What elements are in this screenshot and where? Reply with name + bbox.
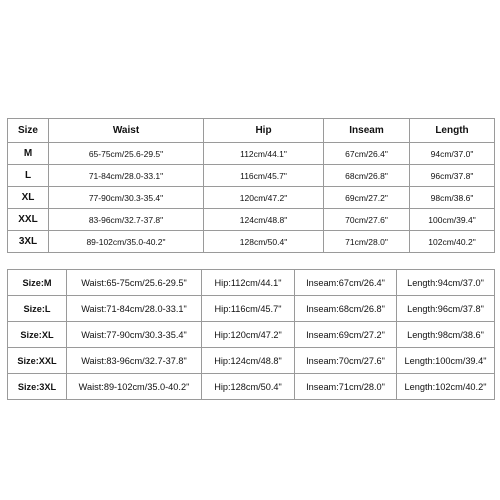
- table-row: [8, 374, 495, 400]
- length-cell: 96cm/37.8": [410, 165, 495, 187]
- hip-cell: Hip:116cm/45.7": [202, 296, 295, 322]
- table-row: [8, 348, 495, 374]
- waist-cell: 77-90cm/30.3-35.4": [49, 187, 204, 209]
- hip-cell: 120cm/47.2": [204, 187, 324, 209]
- size-cell: Size:XXL: [8, 348, 67, 374]
- table-row: [8, 187, 495, 209]
- header-hip: Hip: [204, 119, 324, 143]
- inseam-cell: Inseam:67cm/26.4": [295, 270, 397, 296]
- header-waist: Waist: [49, 119, 204, 143]
- table-row: [8, 322, 495, 348]
- length-cell: Length:102cm/40.2": [397, 374, 495, 400]
- inseam-cell: Inseam:70cm/27.6": [295, 348, 397, 374]
- table-row: [8, 296, 495, 322]
- inseam-cell: 69cm/27.2": [324, 187, 410, 209]
- size-cell: Size:XL: [8, 322, 67, 348]
- size-cell: Size:L: [8, 296, 67, 322]
- header-length: Length: [410, 119, 495, 143]
- hip-cell: 116cm/45.7": [204, 165, 324, 187]
- table-row: [8, 270, 495, 296]
- inseam-cell: 67cm/26.4": [324, 143, 410, 165]
- waist-cell: Waist:65-75cm/25.6-29.5": [67, 270, 202, 296]
- waist-cell: Waist:89-102cm/35.0-40.2": [67, 374, 202, 400]
- size-cell: Size:M: [8, 270, 67, 296]
- waist-cell: Waist:77-90cm/30.3-35.4": [67, 322, 202, 348]
- hip-cell: 128cm/50.4": [204, 231, 324, 253]
- hip-cell: 112cm/44.1": [204, 143, 324, 165]
- length-cell: 100cm/39.4": [410, 209, 495, 231]
- length-cell: 98cm/38.6": [410, 187, 495, 209]
- size-chart-table-inline-style: [7, 269, 495, 400]
- size-chart-table-header-style: [7, 118, 495, 253]
- inseam-cell: 71cm/28.0": [324, 231, 410, 253]
- waist-cell: 83-96cm/32.7-37.8": [49, 209, 204, 231]
- table-row: [8, 165, 495, 187]
- size-cell: 3XL: [8, 231, 49, 253]
- waist-cell: 89-102cm/35.0-40.2": [49, 231, 204, 253]
- inseam-cell: Inseam:69cm/27.2": [295, 322, 397, 348]
- size-cell: XL: [8, 187, 49, 209]
- table-row: [8, 143, 495, 165]
- header-row: [8, 119, 495, 143]
- hip-cell: Hip:120cm/47.2": [202, 322, 295, 348]
- inseam-cell: Inseam:68cm/26.8": [295, 296, 397, 322]
- waist-cell: Waist:71-84cm/28.0-33.1": [67, 296, 202, 322]
- length-cell: Length:94cm/37.0": [397, 270, 495, 296]
- size-cell: L: [8, 165, 49, 187]
- hip-cell: 124cm/48.8": [204, 209, 324, 231]
- header-inseam: Inseam: [324, 119, 410, 143]
- size-cell: XXL: [8, 209, 49, 231]
- waist-cell: 65-75cm/25.6-29.5": [49, 143, 204, 165]
- inseam-cell: Inseam:71cm/28.0": [295, 374, 397, 400]
- length-cell: Length:96cm/37.8": [397, 296, 495, 322]
- length-cell: 102cm/40.2": [410, 231, 495, 253]
- size-cell: Size:3XL: [8, 374, 67, 400]
- table-row: [8, 231, 495, 253]
- waist-cell: 71-84cm/28.0-33.1": [49, 165, 204, 187]
- header-size: Size: [8, 119, 49, 143]
- waist-cell: Waist:83-96cm/32.7-37.8": [67, 348, 202, 374]
- length-cell: 94cm/37.0": [410, 143, 495, 165]
- hip-cell: Hip:128cm/50.4": [202, 374, 295, 400]
- table-row: [8, 209, 495, 231]
- size-cell: M: [8, 143, 49, 165]
- inseam-cell: 68cm/26.8": [324, 165, 410, 187]
- hip-cell: Hip:124cm/48.8": [202, 348, 295, 374]
- length-cell: Length:98cm/38.6": [397, 322, 495, 348]
- hip-cell: Hip:112cm/44.1": [202, 270, 295, 296]
- inseam-cell: 70cm/27.6": [324, 209, 410, 231]
- length-cell: Length:100cm/39.4": [397, 348, 495, 374]
